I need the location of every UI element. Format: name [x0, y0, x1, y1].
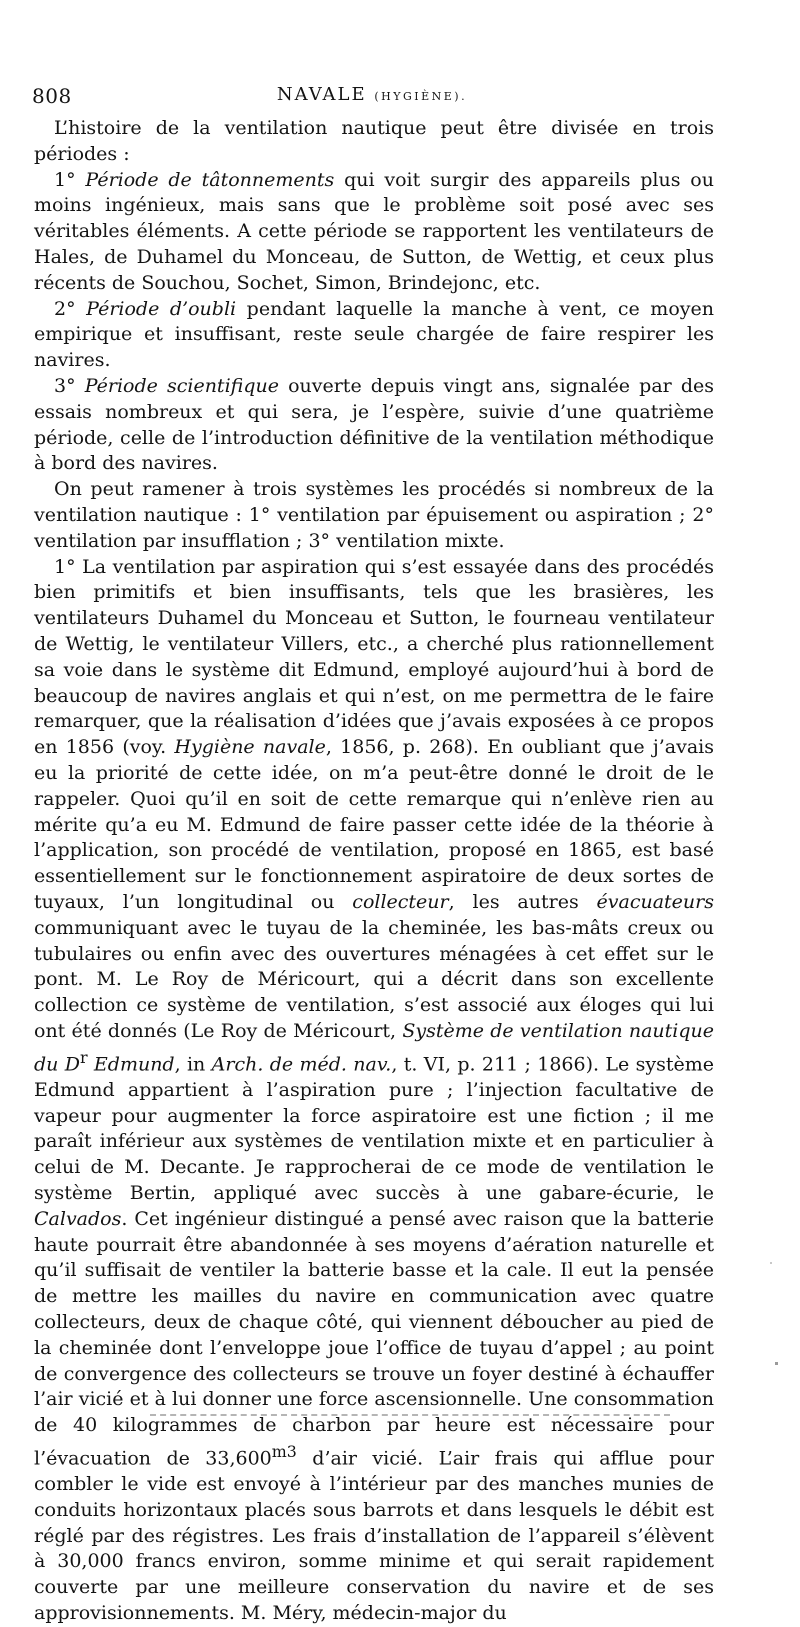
text-segment: . Cet ingénieur distingué a pensé avec raison que la batterie haute pourrait être abandonnée à ses moyens d’aération naturelle et qu’il suffisait de ventiler la batterie basse et la cale. Il eut la pensée de mettre les mailles du navire en communication avec quatre collecteurs, deux de chaque côté, qui viennent déboucher au pied de la cheminée dont l’enveloppe joue l’office de tuyau d’appel ; au point de convergence des collecteurs se trouve un foyer destiné à échauffer l’air vicié et à lui donner une force ascensionnelle. Une consommation de 40 kilogrammes de charbon par heure est nécessaire pour l’évacuation de 33,600 [34, 1207, 714, 1470]
body-text [34, 116, 714, 1627]
period-1-text: qui voit surgir des appareils plus ou moins ingénieux, mais sans que le problème soit posé avec ses véritables éléments. A cette période se rapportent les ventilateurs de Hales, de Duhamel du Monceau, de Sutton, de Wettig, et ceux plus récents de Souchou, Sochet, Simon, Brindejonc, etc. [34, 168, 714, 294]
italic-term: collecteur [352, 890, 449, 913]
paragraph-intro-text: L’histoire de la ventilation nautique peut être divisée en trois périodes : [34, 117, 714, 165]
period-3-number: 3° [54, 374, 85, 397]
text-segment: , les autres [448, 890, 597, 913]
period-1-number: 1° [54, 168, 86, 191]
paragraph-period-3 [34, 374, 714, 477]
scan-speck [770, 1262, 772, 1264]
paragraph-systems [34, 477, 714, 554]
scan-speck [775, 1362, 778, 1365]
text-segment: , in [174, 1053, 212, 1076]
italic-term: évacuateurs [596, 890, 714, 913]
italic-reference: D [64, 1053, 80, 1076]
text-segment: d’air vicié. L’air frais qui afflue pour combler le vide est envoyé à l’intérieur par des manches munies de conduits horizontaux placés sous barrots et dans lesquels le débit est réglé par des régistres. Les frais d’installation de l’appareil s’élèvent à 30,000 francs environ, somme minime et qui serait rapidement couverte par une meilleure conservation du navire et de ses approvisionnements. M. Méry, médecin-major du [34, 1447, 714, 1625]
page-number: 808 [32, 84, 72, 108]
text-segment: 1° La ventilation par aspiration qui s’est essayée dans des procédés bien primitifs et bien insuffisants, tels que les brasières, les ventilateurs Duhamel du Monceau et Sutton, le fourneau ventilateur de Wettig, le ventilateur Villers, etc., a cherché plus rationnellement sa voie dans le système dit Edmund, employé aujourd’hui à bord de beaucoup de navires anglais et qui n’est, on me permettra de le faire remarquer, que la réalisation d’idées que j’avais exposées à ce propos en 1856 (voy. [34, 555, 714, 759]
period-2-text: pendant laquelle la manche à vent, ce moyen empirique et insuffisant, reste seule chargée de faire respirer les navires. [34, 297, 714, 372]
paragraph-aspiration [34, 555, 714, 1627]
italic-reference: Calvados [34, 1207, 122, 1230]
paragraph-period-2 [34, 297, 714, 374]
running-head [32, 84, 712, 105]
italic-reference: Edmund [93, 1053, 175, 1076]
italic-reference: Système de ventilation nautique du [34, 1019, 714, 1076]
scan-margin-mark [150, 1414, 670, 1416]
running-head-title: NAVALE [276, 84, 367, 105]
text-segment: , 1856, p. 268). En oubliant que j’avais eu la priorité de cette idée, on m’a peut-être donné le droit de le rappeler. Quoi qu’il en soit de cette remarque qui n’enlève rien au mérite qu’a eu M. Edmund de faire passer cette idée de la théorie à l’application, son procédé de ventilation, proposé en 1865, est basé essentiellement sur le fonctionnement aspiratoire de deux sortes de tuyaux, l’un longitudinal ou [34, 736, 715, 913]
text-segment: communiquant avec le tuyau de la cheminée, les bas-mâts creux ou tubulaires ou enfin avec des ouvertures ménagées à cet effet sur le pont. M. Le Roy de Méricourt, qui a décrit dans son excellente collection ce système de ventilation, s’est associé aux éloges qui lui ont été donnés (Le Roy de Méricourt, [34, 916, 714, 1042]
period-3-text: ouverte depuis vingt ans, signalée par des essais nombreux et qui sera, je l’espère, suivie d’une quatrième période, celle de l’introduction définitive de la ventilation méthodique à bord des navires. [34, 374, 714, 475]
italic-reference: Hygiène navale [174, 736, 326, 759]
text-segment: , t. VI, p. 211 ; 1866). Le système Edmund appartient à l’aspiration pure ; l’injection facultative de vapeur pour augmenter la force aspiratoire est une fiction ; il me paraît inférieur aux systèmes de ventilation mixte et en particulier à celui de M. Decante. Je rapprocherai de ce mode de ventilation le système Bertin, appliqué avec succès à une gabare-écurie, le [34, 1053, 714, 1204]
superscript: m3 [271, 1441, 297, 1461]
paragraph-systems-text: On peut ramener à trois systèmes les procédés si nombreux de la ventilation nautique : 1° ventilation par épuisement ou aspiration ; 2° ventilation par insufflation ; 3° ventilation mixte. [34, 478, 714, 552]
superscript: r [79, 1047, 88, 1067]
paragraph-intro [34, 116, 714, 168]
running-head-subtitle: (HYGIÈNE). [374, 90, 468, 103]
period-3-title: Période scientifique [84, 374, 279, 397]
period-1-title: Période de tâtonnements [85, 168, 335, 191]
period-2-number: 2° [54, 297, 87, 320]
italic-reference: Arch. de méd. nav. [211, 1053, 392, 1076]
period-2-title: Période d’oubli [86, 297, 237, 320]
page-header [32, 84, 712, 112]
paragraph-period-1 [34, 168, 714, 297]
